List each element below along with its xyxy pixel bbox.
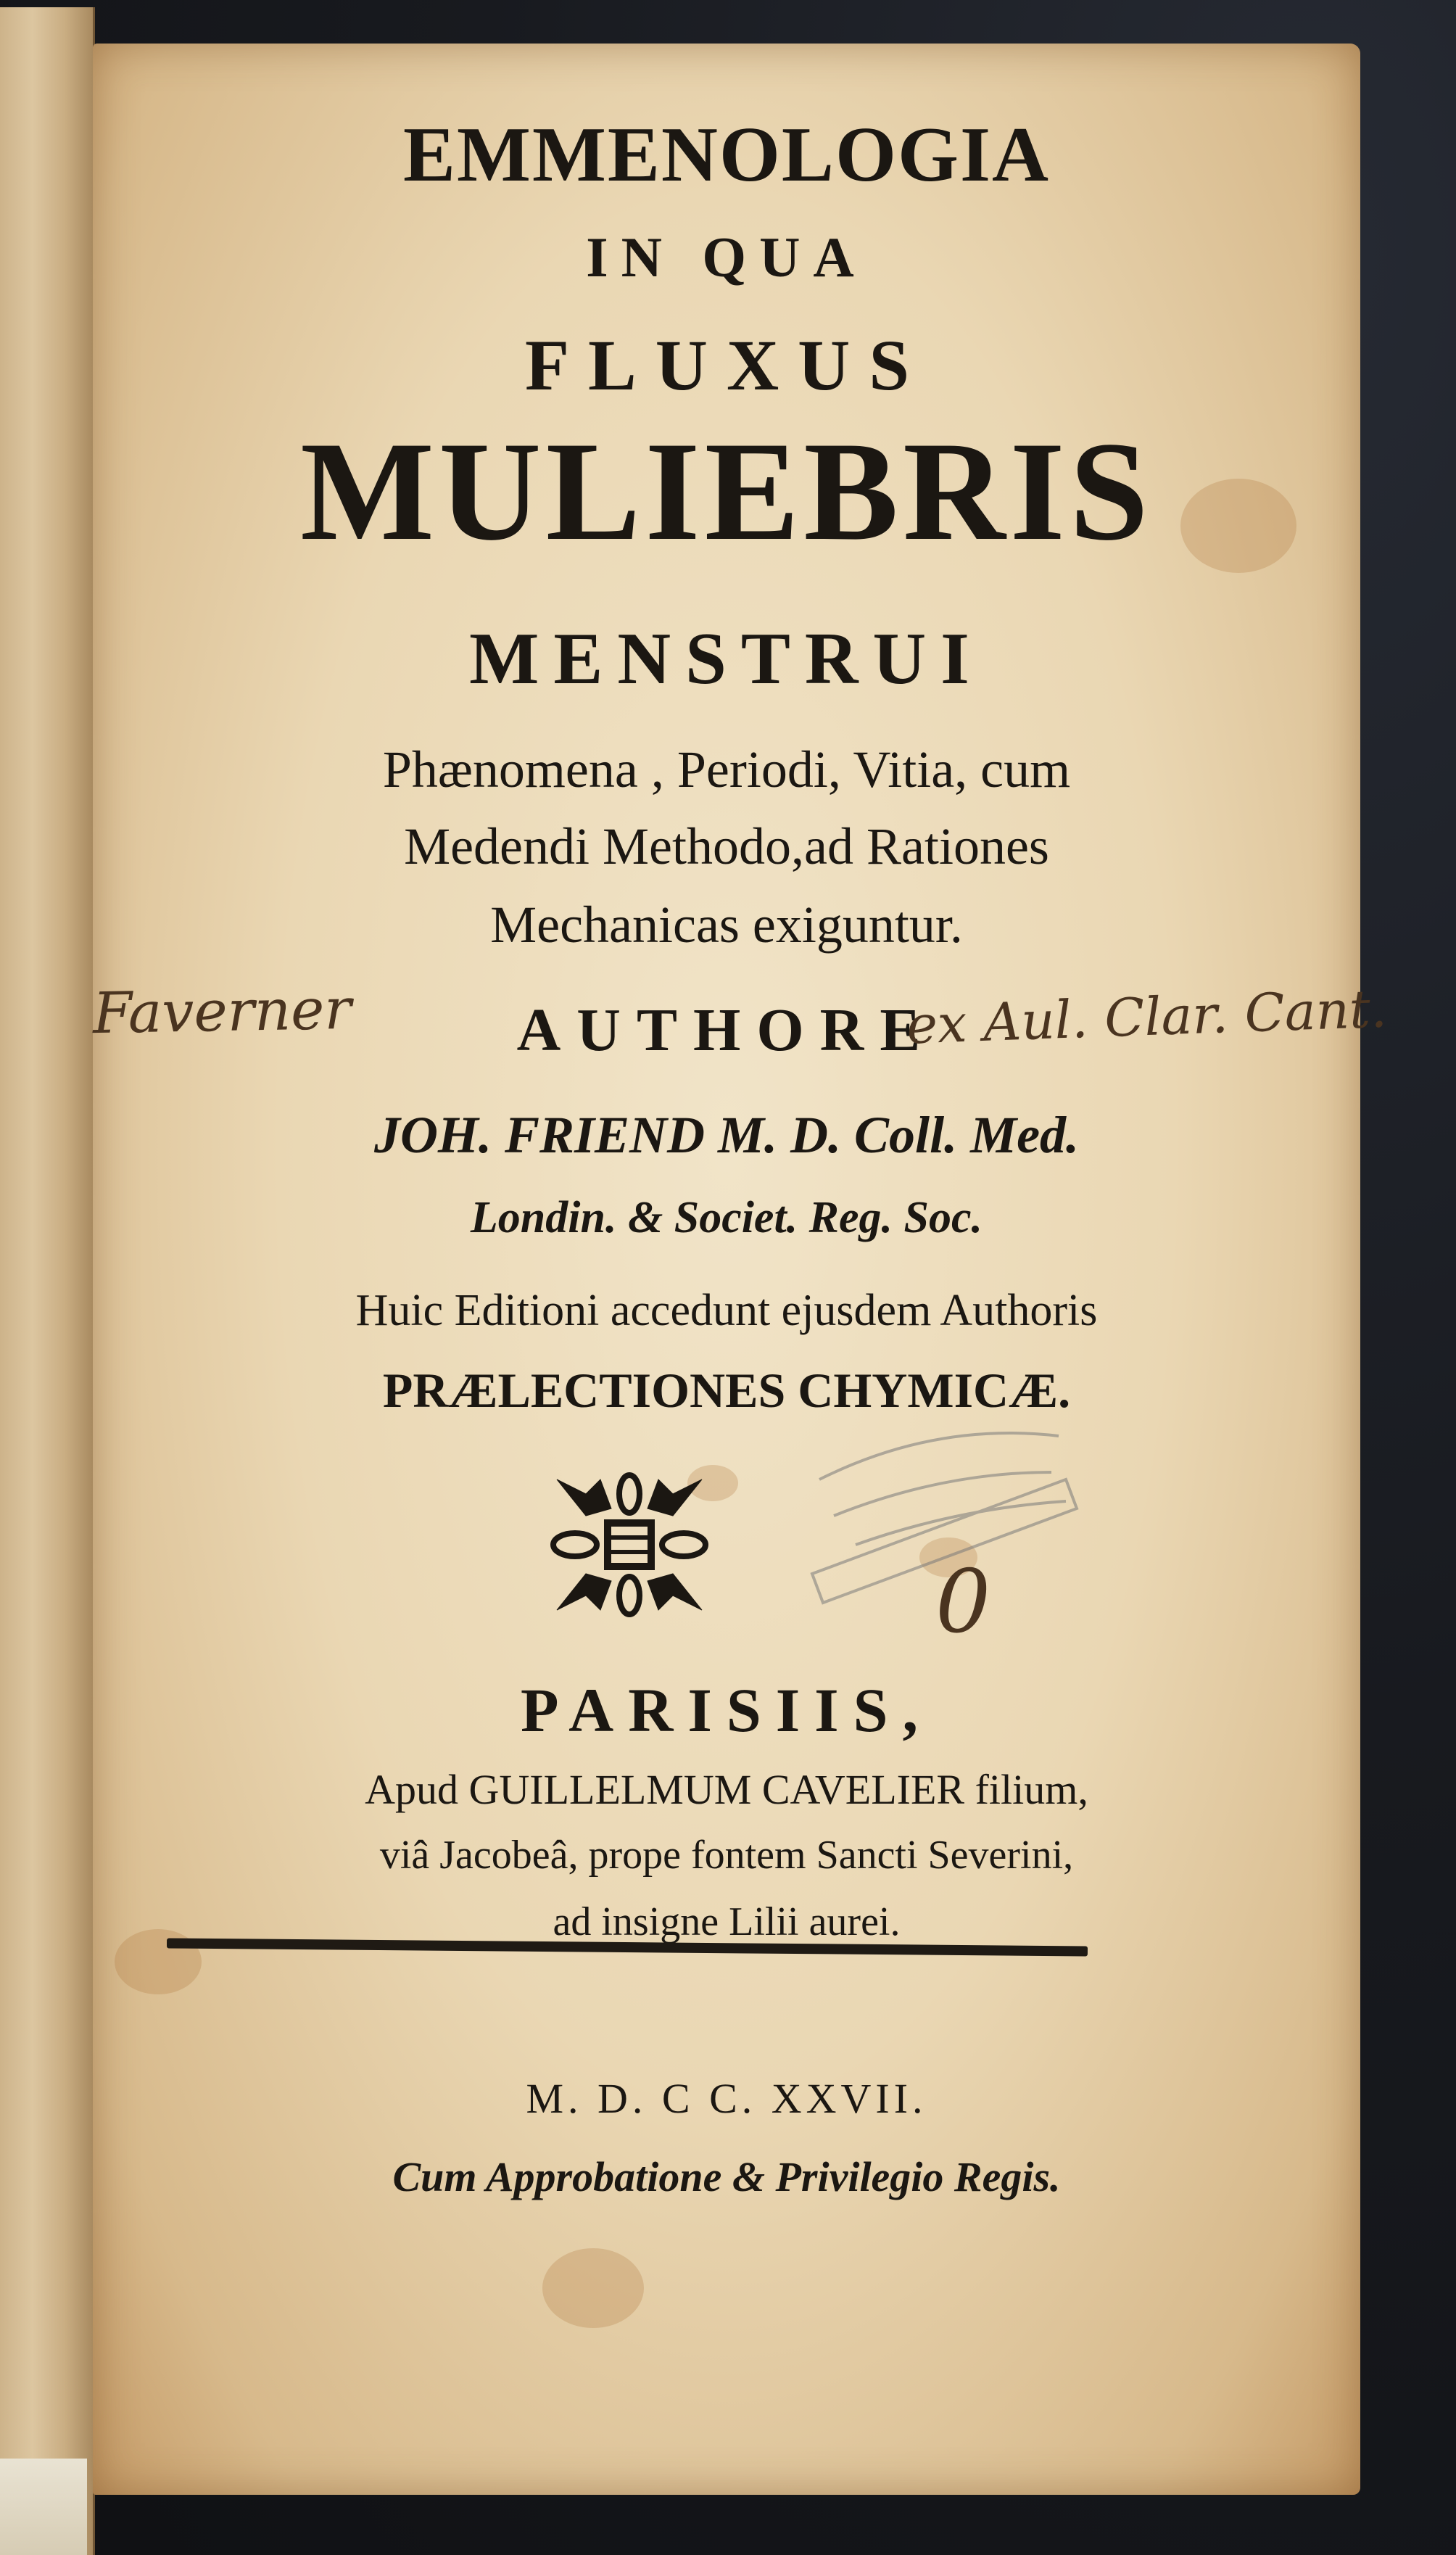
title-in-qua: IN QUA: [586, 226, 867, 289]
subtitle-line-2: Medendi Methodo,ad Rationes: [404, 817, 1049, 875]
handwritten-provenance: ex Aul. Clar. Cant.: [905, 978, 1389, 1056]
title-muliebris: MULIEBRIS: [300, 413, 1153, 570]
title-menstrui: MENSTRUI: [469, 618, 984, 700]
handwritten-name: Faverner: [92, 976, 352, 1047]
imprint-line-3: ad insigne Lilii aurei.: [553, 1899, 901, 1944]
publication-year: M. D. C C. XXVII.: [526, 2075, 927, 2122]
title-emmenologia: EMMENOLOGIA: [402, 112, 1050, 198]
addition-line-1: Huic Editioni accedunt ejusdem Authoris: [355, 1286, 1098, 1335]
privilege-line: Cum Approbatione & Privilegio Regis.: [392, 2153, 1061, 2200]
title-page: [93, 44, 1360, 2495]
title-fluxus: FLUXUS: [524, 325, 929, 405]
book-spine: [0, 7, 95, 2555]
imprint-line-2: viâ Jacobeâ, prope fontem Sancti Severini,: [379, 1833, 1074, 1878]
imprint-city: PARISIIS,: [521, 1675, 932, 1745]
imprint-line-1: Apud GUILLELMUM CAVELIER filium,: [365, 1766, 1088, 1813]
spine-page-edge: [0, 2459, 87, 2555]
subtitle-line-1: Phænomena , Periodi, Vitia, cum: [382, 740, 1071, 798]
foxing-stain: [542, 2248, 644, 2328]
addition-line-2: PRÆLECTIONES CHYMICÆ.: [382, 1363, 1071, 1418]
printer-ornament-icon: [542, 1465, 716, 1625]
handwritten-mark: 0: [935, 1552, 991, 1653]
author-label: AUTHORE: [516, 996, 937, 1064]
subtitle-line-3: Mechanicas exiguntur.: [490, 896, 963, 954]
author-affiliation: Londin. & Societ. Reg. Soc.: [470, 1193, 983, 1242]
author-name: JOH. FRIEND M. D. Coll. Med.: [373, 1106, 1080, 1164]
